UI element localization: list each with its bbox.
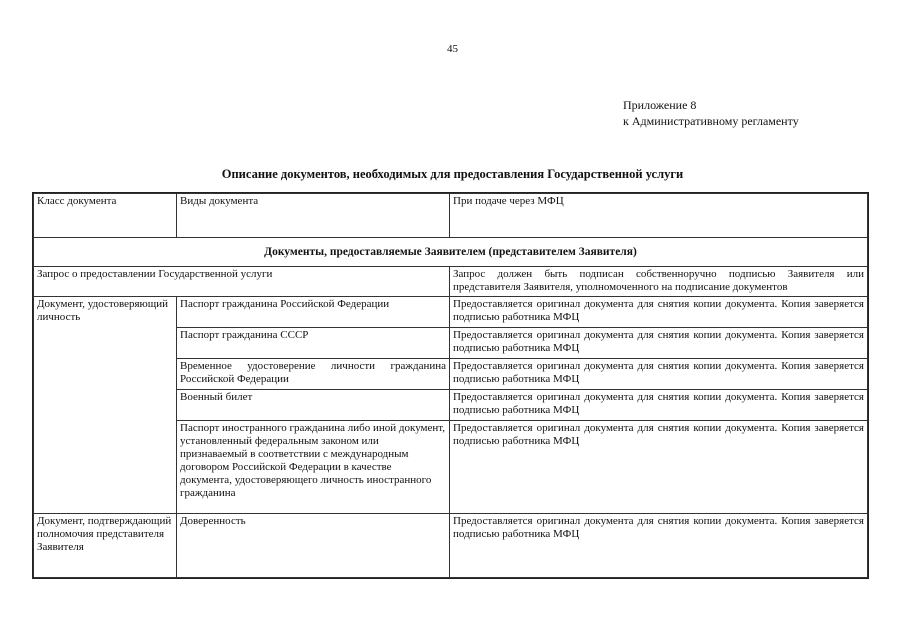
doc-type: Паспорт иностранного гражданина либо иной документ, установленный федеральным законом или признаваемый в соответствии с международным договором Российской Федерации в качестве документа, удостоверяющего личность иностранного гражданина	[177, 421, 450, 514]
request-note: Запрос должен быть подписан собственноручно подписью Заявителя или представителя Заявителя, уполномоченного на подписание документов	[450, 267, 868, 297]
doc-type: Паспорт гражданина Российской Федерации	[177, 297, 450, 328]
mfc-note: Предоставляется оригинал документа для снятия копии документа. Копия заверяется подписью работника МФЦ	[450, 514, 868, 578]
header-row	[34, 194, 868, 238]
mfc-note: Предоставляется оригинал документа для снятия копии документа. Копия заверяется подписью работника МФЦ	[450, 421, 868, 514]
documents-table	[32, 192, 869, 579]
mfc-note: Предоставляется оригинал документа для снятия копии документа. Копия заверяется подписью работника МФЦ	[450, 297, 868, 328]
mfc-note: Предоставляется оригинал документа для снятия копии документа. Копия заверяется подписью работника МФЦ	[450, 328, 868, 359]
mfc-note: Предоставляется оригинал документа для снятия копии документа. Копия заверяется подписью работника МФЦ	[450, 390, 868, 421]
appendix-header	[623, 97, 799, 129]
doc-class-identity: Документ, удостоверяющий личность	[34, 297, 177, 514]
doc-type: Военный билет	[177, 390, 450, 421]
table-row	[34, 267, 868, 297]
doc-type: Доверенность	[177, 514, 450, 578]
doc-type: Временное удостоверение личности гражданина Российской Федерации	[177, 359, 450, 390]
table-row	[34, 297, 868, 328]
section-row	[34, 238, 868, 267]
section-title: Документы, предоставляемые Заявителем (представителем Заявителя)	[34, 238, 868, 267]
appendix-line-2: к Административному регламенту	[623, 114, 799, 128]
request-label: Запрос о предоставлении Государственной услуги	[34, 267, 450, 297]
appendix-line-1: Приложение 8	[623, 98, 697, 112]
mfc-note: Предоставляется оригинал документа для снятия копии документа. Копия заверяется подписью работника МФЦ	[450, 359, 868, 390]
header-doc-class: Класс документа	[34, 194, 177, 238]
doc-class-authority: Документ, подтверждающий полномочия представителя Заявителя	[34, 514, 177, 578]
page-number: 45	[447, 43, 458, 55]
doc-type: Паспорт гражданина СССР	[177, 328, 450, 359]
header-doc-types: Виды документа	[177, 194, 450, 238]
document-title: Описание документов, необходимых для предоставления Государственной услуги	[221, 167, 684, 181]
header-mfc: При подаче через МФЦ	[450, 194, 868, 238]
table-row	[34, 514, 868, 578]
